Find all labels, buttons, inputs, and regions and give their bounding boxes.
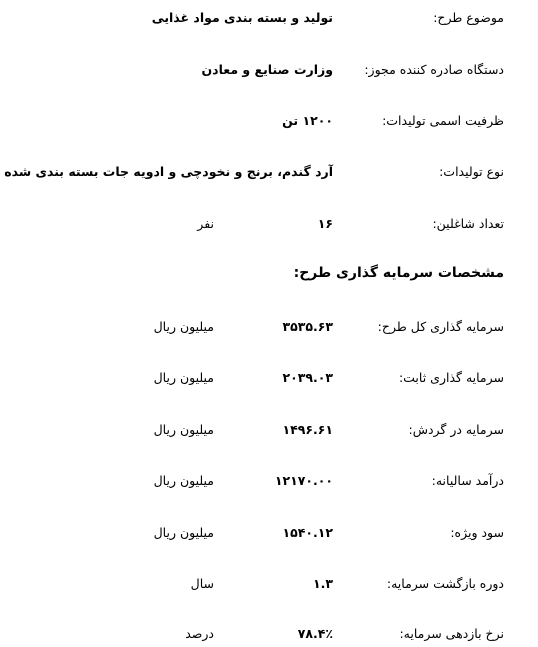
investment-value: ۲۰۳۹.۰۳ bbox=[282, 370, 333, 385]
investment-row bbox=[0, 622, 538, 646]
investment-row bbox=[0, 469, 538, 493]
investment-row bbox=[0, 572, 538, 596]
investment-row bbox=[0, 315, 538, 339]
subject-row bbox=[0, 6, 538, 30]
investment-value: ۳۵۳۵.۶۳ bbox=[282, 319, 333, 334]
investment-label: سرمایه گذاری کل طرح: bbox=[377, 319, 504, 334]
investment-row bbox=[0, 521, 538, 545]
product-row bbox=[0, 160, 538, 184]
investment-value: ۱۵۴۰.۱۲ bbox=[282, 525, 333, 540]
investment-label: درآمد سالیانه: bbox=[431, 473, 504, 488]
investment-label: نرخ بازدهی سرمایه: bbox=[399, 626, 504, 641]
investment-unit: میلیون ریال bbox=[153, 370, 214, 385]
subject-value: تولید و بسته بندی مواد غذایی bbox=[151, 10, 333, 25]
capacity-label: ظرفیت اسمی تولیدات: bbox=[382, 113, 504, 128]
investment-value: ۱۲۱۷۰.۰۰ bbox=[274, 473, 333, 488]
capacity-row bbox=[0, 109, 538, 133]
investment-unit: سال bbox=[190, 576, 214, 591]
investment-row bbox=[0, 366, 538, 390]
subject-label: موضوع طرح: bbox=[433, 10, 504, 25]
employees-unit: نفر bbox=[197, 216, 214, 231]
investment-row bbox=[0, 418, 538, 442]
capacity-value: ۱۲۰۰ تن bbox=[282, 113, 333, 128]
product-label: نوع تولیدات: bbox=[439, 164, 504, 179]
product-value: آرد گندم، برنج و نخودچی و ادویه جات بسته بندی شده bbox=[4, 164, 333, 179]
investment-label: سرمایه در گردش: bbox=[408, 422, 504, 437]
investment-value: ۱۴۹۶.۶۱ bbox=[282, 422, 333, 437]
investment-unit: درصد bbox=[185, 626, 214, 641]
investment-unit: میلیون ریال bbox=[153, 473, 214, 488]
issuer-value: وزارت صنایع و معادن bbox=[201, 62, 333, 77]
investment-value: ۱.۳ bbox=[312, 576, 333, 591]
investment-value: ۷۸.۴٪ bbox=[297, 626, 333, 641]
investment-label: سود ویژه: bbox=[450, 525, 504, 540]
investment-unit: میلیون ریال bbox=[153, 422, 214, 437]
issuer-label: دستگاه صادره کننده مجوز: bbox=[364, 62, 504, 77]
investment-unit: میلیون ریال bbox=[153, 525, 214, 540]
investment-unit: میلیون ریال bbox=[153, 319, 214, 334]
investment-label: دوره بازگشت سرمایه: bbox=[386, 576, 504, 591]
investment-label: سرمایه گذاری ثابت: bbox=[398, 370, 504, 385]
employees-value: ۱۶ bbox=[317, 216, 333, 231]
issuer-row bbox=[0, 58, 538, 82]
employees-row bbox=[0, 212, 538, 236]
employees-label: تعداد شاغلین: bbox=[432, 216, 504, 231]
investment-section-title: مشخصات سرمایه گذاری طرح: bbox=[293, 265, 504, 281]
